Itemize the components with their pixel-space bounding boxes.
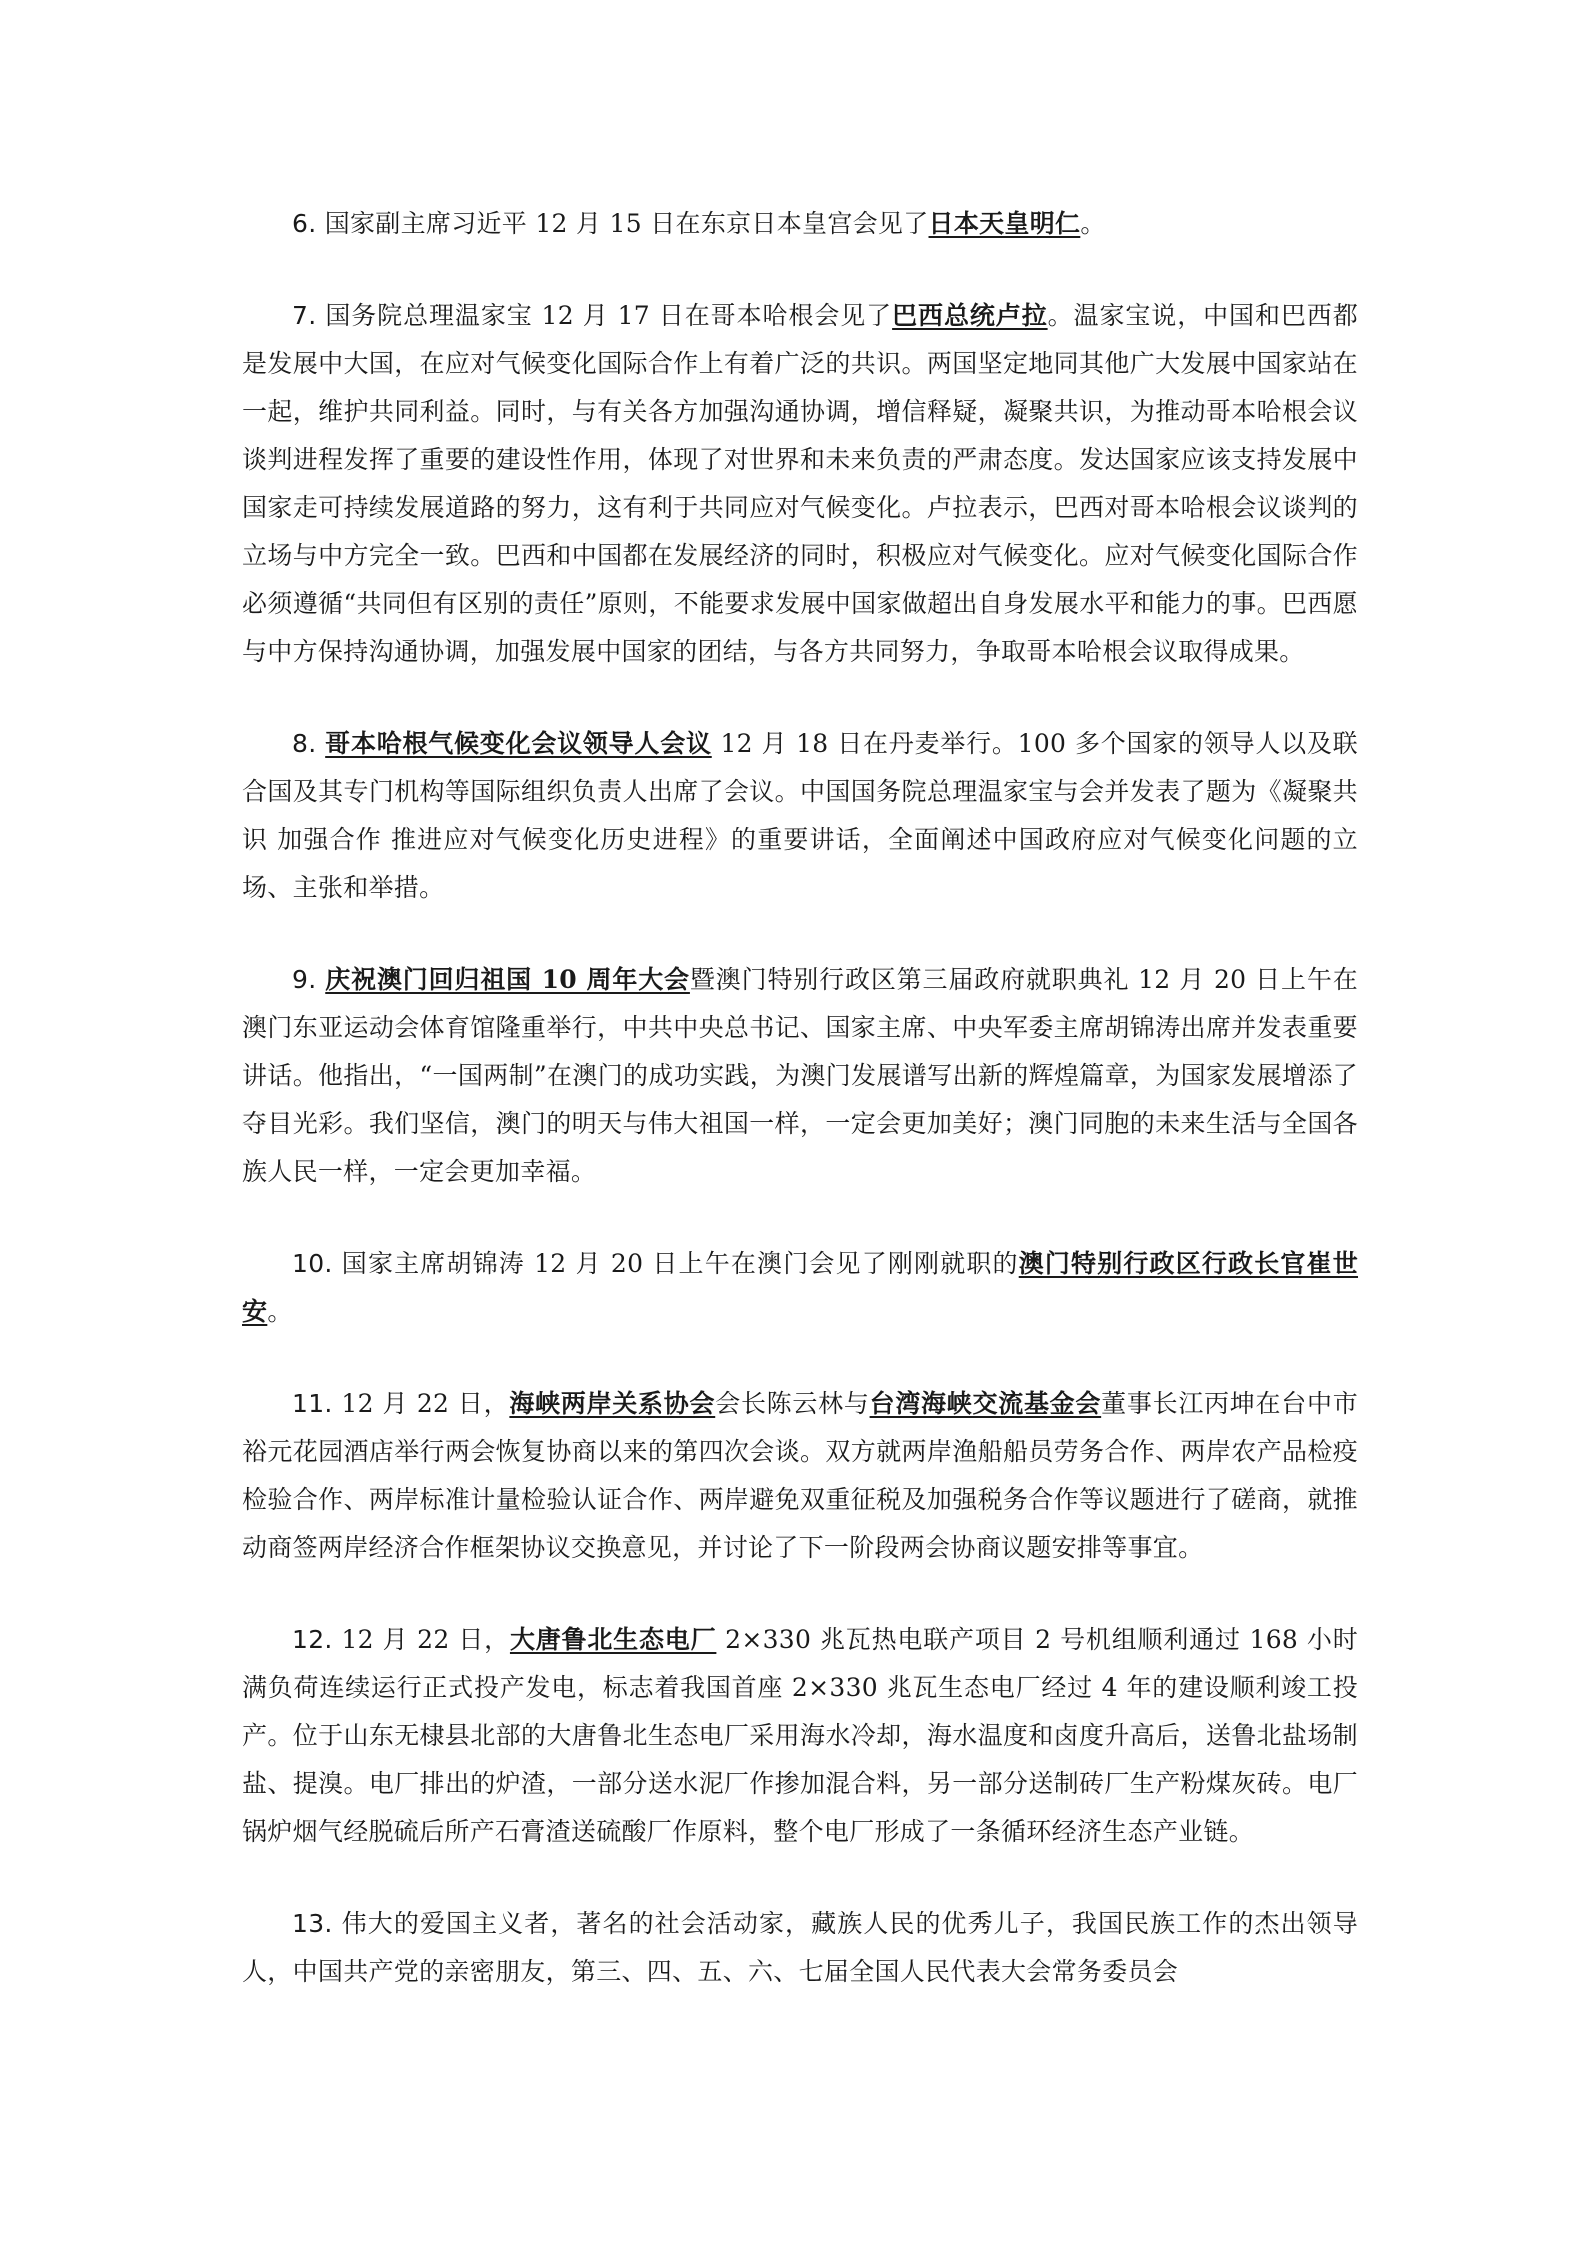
item-text: 国家副主席习近平 12 月 15 日在东京日本皇宫会见了 <box>324 209 929 238</box>
item-number: 10. <box>292 1249 333 1278</box>
news-item-9 <box>242 956 1358 1196</box>
link-brazil-president-lula[interactable]: 巴西总统卢拉 <box>892 301 1048 330</box>
item-text: 会长陈云林与 <box>715 1389 870 1418</box>
link-sef[interactable]: 台湾海峡交流基金会 <box>869 1389 1102 1418</box>
link-macau-chief-executive[interactable]: 澳门特别行政区行政长官崔世安 <box>242 1249 1359 1326</box>
news-item-8 <box>242 720 1358 912</box>
item-number: 11. <box>292 1389 333 1418</box>
news-item-6 <box>242 200 1358 248</box>
item-text: 12 月 18 日在丹麦举行。100 多个国家的领导人以及联合国及其专门机构等国际组织负责人出席了会议。中国国务院总理温家宝与会并发表了题为《凝聚共识 加强合作 推进应对气候变化历史进程》的重要讲话，全面阐述中国政府应对气候变化问题的立场、主张和举措。 <box>242 729 1358 902</box>
link-datang-lubei-power-plant[interactable]: 大唐鲁北生态电厂 <box>509 1625 717 1654</box>
item-text: 12 月 22 日， <box>341 1625 510 1654</box>
item-text: 12 月 22 日， <box>341 1389 510 1418</box>
item-number: 13. <box>292 1909 333 1938</box>
item-number: 6. <box>292 209 317 238</box>
item-number: 7. <box>292 301 317 330</box>
item-text: 。温家宝说，中国和巴西都是发展中大国，在应对气候变化国际合作上有着广泛的共识。两国坚定地同其他广大发展中国家站在一起，维护共同利益。同时，与有关各方加强沟通协调，增信释疑，凝聚共识，为推动哥本哈根会议谈判进程发挥了重要的建设性作用，体现了对世界和未来负责的严肃态度。发达国家应该支持发展中国家走可持续发展道路的努力，这有利于共同应对气候变化。卢拉表示，巴西对哥本哈根会议谈判的立场与中方完全一致。巴西和中国都在发展经济的同时，积极应对气候变化。应对气候变化国际合作必须遵循“共同但有区别的责任”原则，不能要求发展中国家做超出自身发展水平和能力的事。巴西愿与中方保持沟通协调，加强发展中国家的团结，与各方共同努力，争取哥本哈根会议取得成果。 <box>242 301 1358 666</box>
item-text: 国务院总理温家宝 12 月 17 日在哥本哈根会见了 <box>325 301 893 330</box>
news-item-13 <box>242 1900 1358 1996</box>
link-macau-return-anniversary[interactable]: 庆祝澳门回归祖国 10 周年大会 <box>325 965 690 994</box>
item-text: 。 <box>1080 209 1106 238</box>
item-text: 2×330 兆瓦热电联产项目 2 号机组顺利通过 168 小时满负荷连续运行正式投产发电，标志着我国首座 2×330 兆瓦生态电厂经过 4 年的建设顺利竣工投产。位于山东无棣县北部的大唐鲁北生态电厂采用海水冷却，海水温度和卤度升高后，送鲁北盐场制盐、提溴。电厂排出的炉渣，一部分送水泥厂作掺加混合料，另一部分送制砖厂生产粉煤灰砖。电厂锅炉烟气经脱硫后所产石膏渣送硫酸厂作原料，整个电厂形成了一条循环经济生态产业链。 <box>242 1625 1358 1846</box>
item-text: 伟大的爱国主义者，著名的社会活动家，藏族人民的优秀儿子，我国民族工作的杰出领导人，中国共产党的亲密朋友，第三、四、五、六、七届全国人民代表大会常务委员会 <box>242 1909 1359 1986</box>
item-text: 暨澳门特别行政区第三届政府就职典礼 12 月 20 日上午在澳门东亚运动会体育馆隆重举行，中共中央总书记、国家主席、中央军委主席胡锦涛出席并发表重要讲话。他指出，“一国两制”在澳门的成功实践，为澳门发展谱写出新的辉煌篇章，为国家发展增添了夺目光彩。我们坚信，澳门的明天与伟大祖国一样，一定会更加美好；澳门同胞的未来生活与全国各族人民一样，一定会更加幸福。 <box>242 965 1358 1186</box>
news-item-7 <box>242 292 1358 676</box>
item-number: 9. <box>292 965 317 994</box>
news-item-11 <box>242 1380 1358 1572</box>
link-copenhagen-climate-summit[interactable]: 哥本哈根气候变化会议领导人会议 <box>325 729 712 758</box>
item-number: 12. <box>292 1625 333 1654</box>
news-item-list <box>242 200 1358 2040</box>
item-number: 8. <box>292 729 317 758</box>
news-item-10 <box>242 1240 1358 1336</box>
item-text: 国家主席胡锦涛 12 月 20 日上午在澳门会见了刚刚就职的 <box>341 1249 1019 1278</box>
news-item-12 <box>242 1616 1358 1856</box>
link-arats[interactable]: 海峡两岸关系协会 <box>509 1389 716 1418</box>
item-text: 董事长江丙坤在台中市裕元花园酒店举行两会恢复协商以来的第四次会谈。双方就两岸渔船船员劳务合作、两岸农产品检疫检验合作、两岸标准计量检验认证合作、两岸避免双重征税及加强税务合作等议题进行了磋商，就推动商签两岸经济合作框架协议交换意见，并讨论了下一阶段两会协商议题安排等事宜。 <box>242 1389 1359 1562</box>
item-text: 。 <box>267 1297 293 1326</box>
link-japanese-emperor-akihito[interactable]: 日本天皇明仁 <box>928 209 1081 238</box>
